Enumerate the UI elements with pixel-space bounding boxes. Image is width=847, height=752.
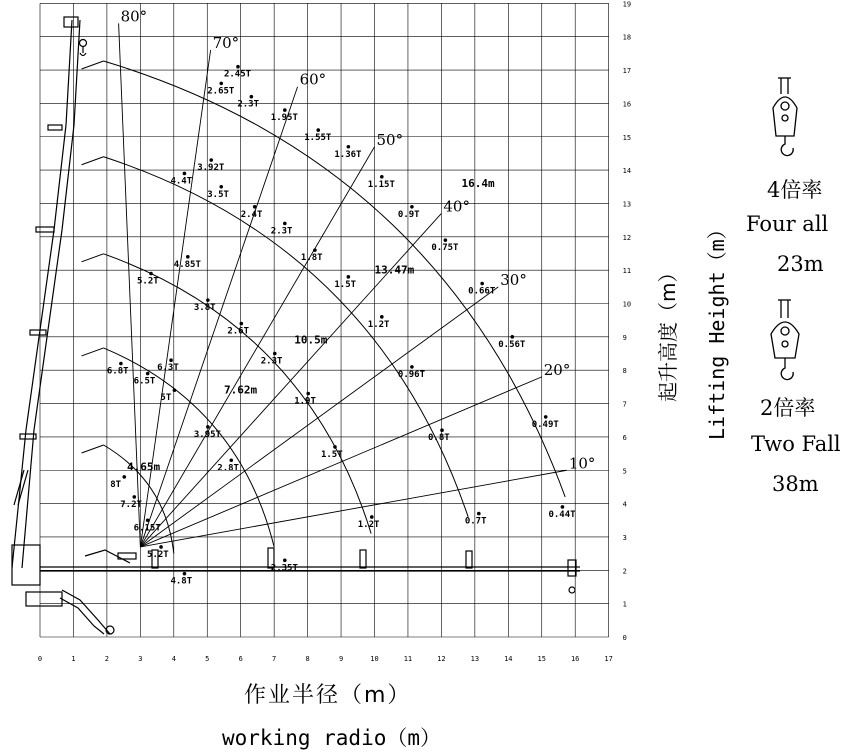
- arc-lead-line: [82, 61, 104, 69]
- capacity-label: 2.3T: [270, 226, 293, 237]
- y-tick-label: 8: [622, 367, 627, 376]
- x-tick-label: 3: [138, 655, 143, 663]
- capacity-point: [173, 388, 177, 392]
- y-tick-label: 14: [622, 167, 632, 176]
- y-tick-label: 13: [622, 200, 632, 209]
- capacity-label: 5T: [160, 393, 172, 404]
- capacity-label: 0.66T: [468, 286, 496, 297]
- y-tick-label: 3: [622, 533, 627, 542]
- capacity-label: 3.95T: [193, 429, 221, 440]
- y-axis-label-en: Lifting Height（m）: [705, 219, 729, 440]
- capacity-point: [410, 365, 414, 369]
- y-tick-label: 6: [622, 433, 627, 442]
- capacity-point: [347, 275, 351, 279]
- y-tick-label: 18: [622, 33, 632, 42]
- capacity-label: 5.2T: [147, 549, 169, 560]
- legend-two-fall-en: Two Fall: [751, 432, 841, 456]
- capacity-point: [240, 322, 244, 326]
- y-axis-label-cn: 起升高度（m）: [656, 262, 680, 402]
- capacity-point: [149, 272, 153, 276]
- capacity-label: 2.6T: [227, 326, 250, 337]
- capacity-label: 2.3T: [237, 99, 260, 110]
- y-tick-label: 15: [622, 133, 632, 142]
- radius-label: 10.5m: [294, 333, 328, 347]
- y-tick-label: 5: [622, 467, 627, 476]
- arc-lead-line: [82, 445, 104, 453]
- angle-label: 60°: [299, 70, 327, 89]
- radius-label: 7.62m: [223, 383, 258, 397]
- y-tick-label: 7: [622, 400, 627, 409]
- y-tick-label: 12: [622, 233, 632, 242]
- x-tick-label: 15: [537, 655, 546, 663]
- legend-four-fall-height: 23m: [777, 252, 824, 276]
- capacity-label: 3.92T: [197, 163, 225, 174]
- capacity-point: [183, 572, 187, 576]
- x-tick-label: 0: [37, 655, 43, 663]
- capacity-label: 0.96T: [397, 369, 426, 380]
- capacity-point: [380, 175, 384, 179]
- capacity-label: 6.5T: [133, 376, 156, 387]
- capacity-label: 3.5T: [207, 189, 229, 200]
- capacity-label: 2.3T: [260, 356, 283, 367]
- capacity-label: 5.2T: [137, 276, 159, 287]
- capacity-point: [146, 372, 150, 376]
- capacity-label: 0.8T: [428, 433, 450, 444]
- two-fall-hook-icon: [771, 300, 799, 380]
- capacity-point: [206, 425, 210, 429]
- capacity-label: 2.65T: [207, 86, 235, 97]
- angle-label: 30°: [500, 270, 527, 289]
- angle-ray: [140, 147, 374, 547]
- capacity-label: 6.15T: [133, 523, 161, 534]
- capacity-label: 1.95T: [270, 113, 298, 124]
- radius-label: 13.47m: [374, 263, 415, 277]
- y-tick-label: 1: [622, 600, 627, 609]
- capacity-label: 2.35T: [270, 563, 298, 574]
- angle-rays: [119, 7, 596, 547]
- capacity-point: [283, 559, 287, 563]
- radius-label: 4.65m: [126, 460, 161, 474]
- legend-four-fall-en: Four all: [746, 212, 829, 236]
- capacity-point: [219, 185, 223, 189]
- capacity-label: 3.8T: [193, 303, 216, 314]
- arc-lead-line: [82, 157, 104, 165]
- capacity-point: [229, 458, 233, 462]
- capacity-point: [316, 128, 320, 132]
- capacity-point: [119, 362, 123, 366]
- capacity-label: 1.2T: [367, 319, 390, 330]
- x-axis-label-en: working radio（m）: [222, 726, 442, 750]
- angle-label: 40°: [443, 197, 470, 216]
- x-tick-label: 9: [338, 655, 344, 663]
- capacity-point: [370, 515, 374, 519]
- capacity-point: [544, 415, 548, 419]
- angle-ray: [140, 287, 498, 547]
- capacity-point: [219, 82, 223, 86]
- y-tick-label: 4: [622, 500, 627, 509]
- arc-lead-line: [82, 348, 104, 356]
- capacity-label: 7.2T: [120, 499, 142, 510]
- y-tick-label: 11: [622, 267, 632, 276]
- angle-label: 80°: [120, 7, 148, 26]
- arc-lead-line: [82, 254, 104, 262]
- capacity-label: 1.2T: [357, 519, 380, 530]
- y-tick-label: 2: [622, 567, 627, 576]
- capacity-label: 8T: [110, 479, 122, 490]
- legend-two-fall-cn: 2倍率: [760, 396, 816, 420]
- capacity-label: 2.45T: [223, 69, 252, 80]
- capacity-label: 0.75T: [431, 243, 459, 254]
- x-tick-label: 12: [437, 655, 446, 663]
- capacity-label: 4.8T: [170, 576, 193, 587]
- y-tick-label: 16: [622, 100, 632, 109]
- capacity-point: [206, 298, 210, 302]
- x-tick-label: 8: [305, 655, 310, 663]
- legend-four-fall-cn: 4倍率: [767, 178, 823, 202]
- capacity-point: [283, 108, 287, 112]
- capacity-label: 1.9T: [294, 396, 316, 407]
- angle-ray: [140, 470, 566, 547]
- capacity-point: [561, 505, 565, 509]
- capacity-point: [306, 392, 310, 396]
- capacity-point: [410, 205, 414, 209]
- capacity-label: 6.8T: [106, 366, 129, 377]
- capacity-point: [440, 428, 444, 432]
- radius-arc: [104, 348, 275, 547]
- x-tick-label: 10: [370, 655, 379, 663]
- capacity-point: [250, 95, 254, 99]
- capacity-label: 1.36T: [334, 149, 362, 160]
- y-tick-label: 9: [622, 333, 627, 342]
- capacity-label: 0.7T: [464, 516, 487, 527]
- capacity-point: [347, 145, 351, 149]
- capacity-label: 2.4T: [240, 209, 263, 220]
- capacity-label: 1.55T: [304, 133, 332, 144]
- capacity-point: [510, 335, 514, 339]
- capacity-point: [273, 352, 277, 356]
- capacity-label: 1.5T: [334, 279, 357, 290]
- capacity-point: [283, 222, 287, 226]
- legend-two-fall-height: 38m: [772, 472, 819, 496]
- capacity-point: [209, 158, 213, 162]
- capacity-label: 1.8T: [300, 253, 323, 264]
- x-tick-label: 2: [104, 655, 110, 663]
- capacity-point: [186, 255, 190, 259]
- capacity-label: 0.44T: [548, 509, 576, 520]
- capacity-label: 6.3T: [157, 363, 179, 374]
- capacity-label: 1.5T: [320, 449, 343, 460]
- capacity-point: [253, 205, 257, 209]
- capacity-label: 4.4T: [170, 176, 193, 187]
- capacity-point: [146, 518, 150, 522]
- angle-label: 70°: [212, 34, 240, 53]
- radius-label: 16.4m: [461, 176, 495, 190]
- x-tick-label: 6: [238, 655, 243, 663]
- capacity-point: [333, 445, 337, 449]
- y-tick-label: 0: [622, 634, 627, 642]
- y-tick-label: 19: [622, 0, 632, 9]
- angle-label: 50°: [376, 130, 404, 149]
- capacity-point: [380, 315, 384, 319]
- x-tick-label: 4: [171, 655, 176, 663]
- capacity-point: [477, 512, 481, 516]
- x-axis-label-cn: 作业半径（m）: [244, 683, 412, 708]
- capacity-label: 1.15T: [367, 179, 395, 190]
- capacity-label: 4.85T: [173, 259, 201, 270]
- angle-label: 20°: [543, 360, 571, 379]
- crane-boom-drawing: [12, 17, 580, 634]
- capacity-point: [313, 248, 317, 252]
- angle-label: 10°: [568, 454, 596, 473]
- x-tick-label: 1: [71, 655, 76, 663]
- x-tick-label: 11: [403, 655, 413, 663]
- capacity-label: 0.9T: [397, 209, 420, 220]
- x-tick-label: 14: [504, 655, 513, 663]
- capacity-label: 2.8T: [217, 463, 239, 474]
- capacity-point: [183, 172, 187, 176]
- x-tick-label: 16: [570, 655, 580, 663]
- capacity-point: [444, 238, 448, 242]
- x-tick-label: 5: [205, 655, 210, 663]
- y-tick-label: 17: [622, 67, 632, 76]
- y-tick-label: 10: [622, 300, 632, 309]
- capacity-point: [169, 358, 173, 362]
- x-tick-label: 17: [604, 655, 613, 663]
- capacity-marks: [107, 65, 576, 587]
- capacity-point: [159, 545, 163, 549]
- capacity-point: [122, 475, 126, 479]
- capacity-point: [132, 495, 136, 499]
- x-tick-label: 13: [470, 655, 480, 663]
- capacity-point: [480, 282, 484, 286]
- x-tick-label: 7: [272, 655, 277, 663]
- capacity-label: 0.56T: [498, 339, 526, 350]
- four-fall-hook-icon: [773, 78, 797, 156]
- capacity-point: [236, 65, 240, 69]
- capacity-label: 0.49T: [531, 419, 559, 430]
